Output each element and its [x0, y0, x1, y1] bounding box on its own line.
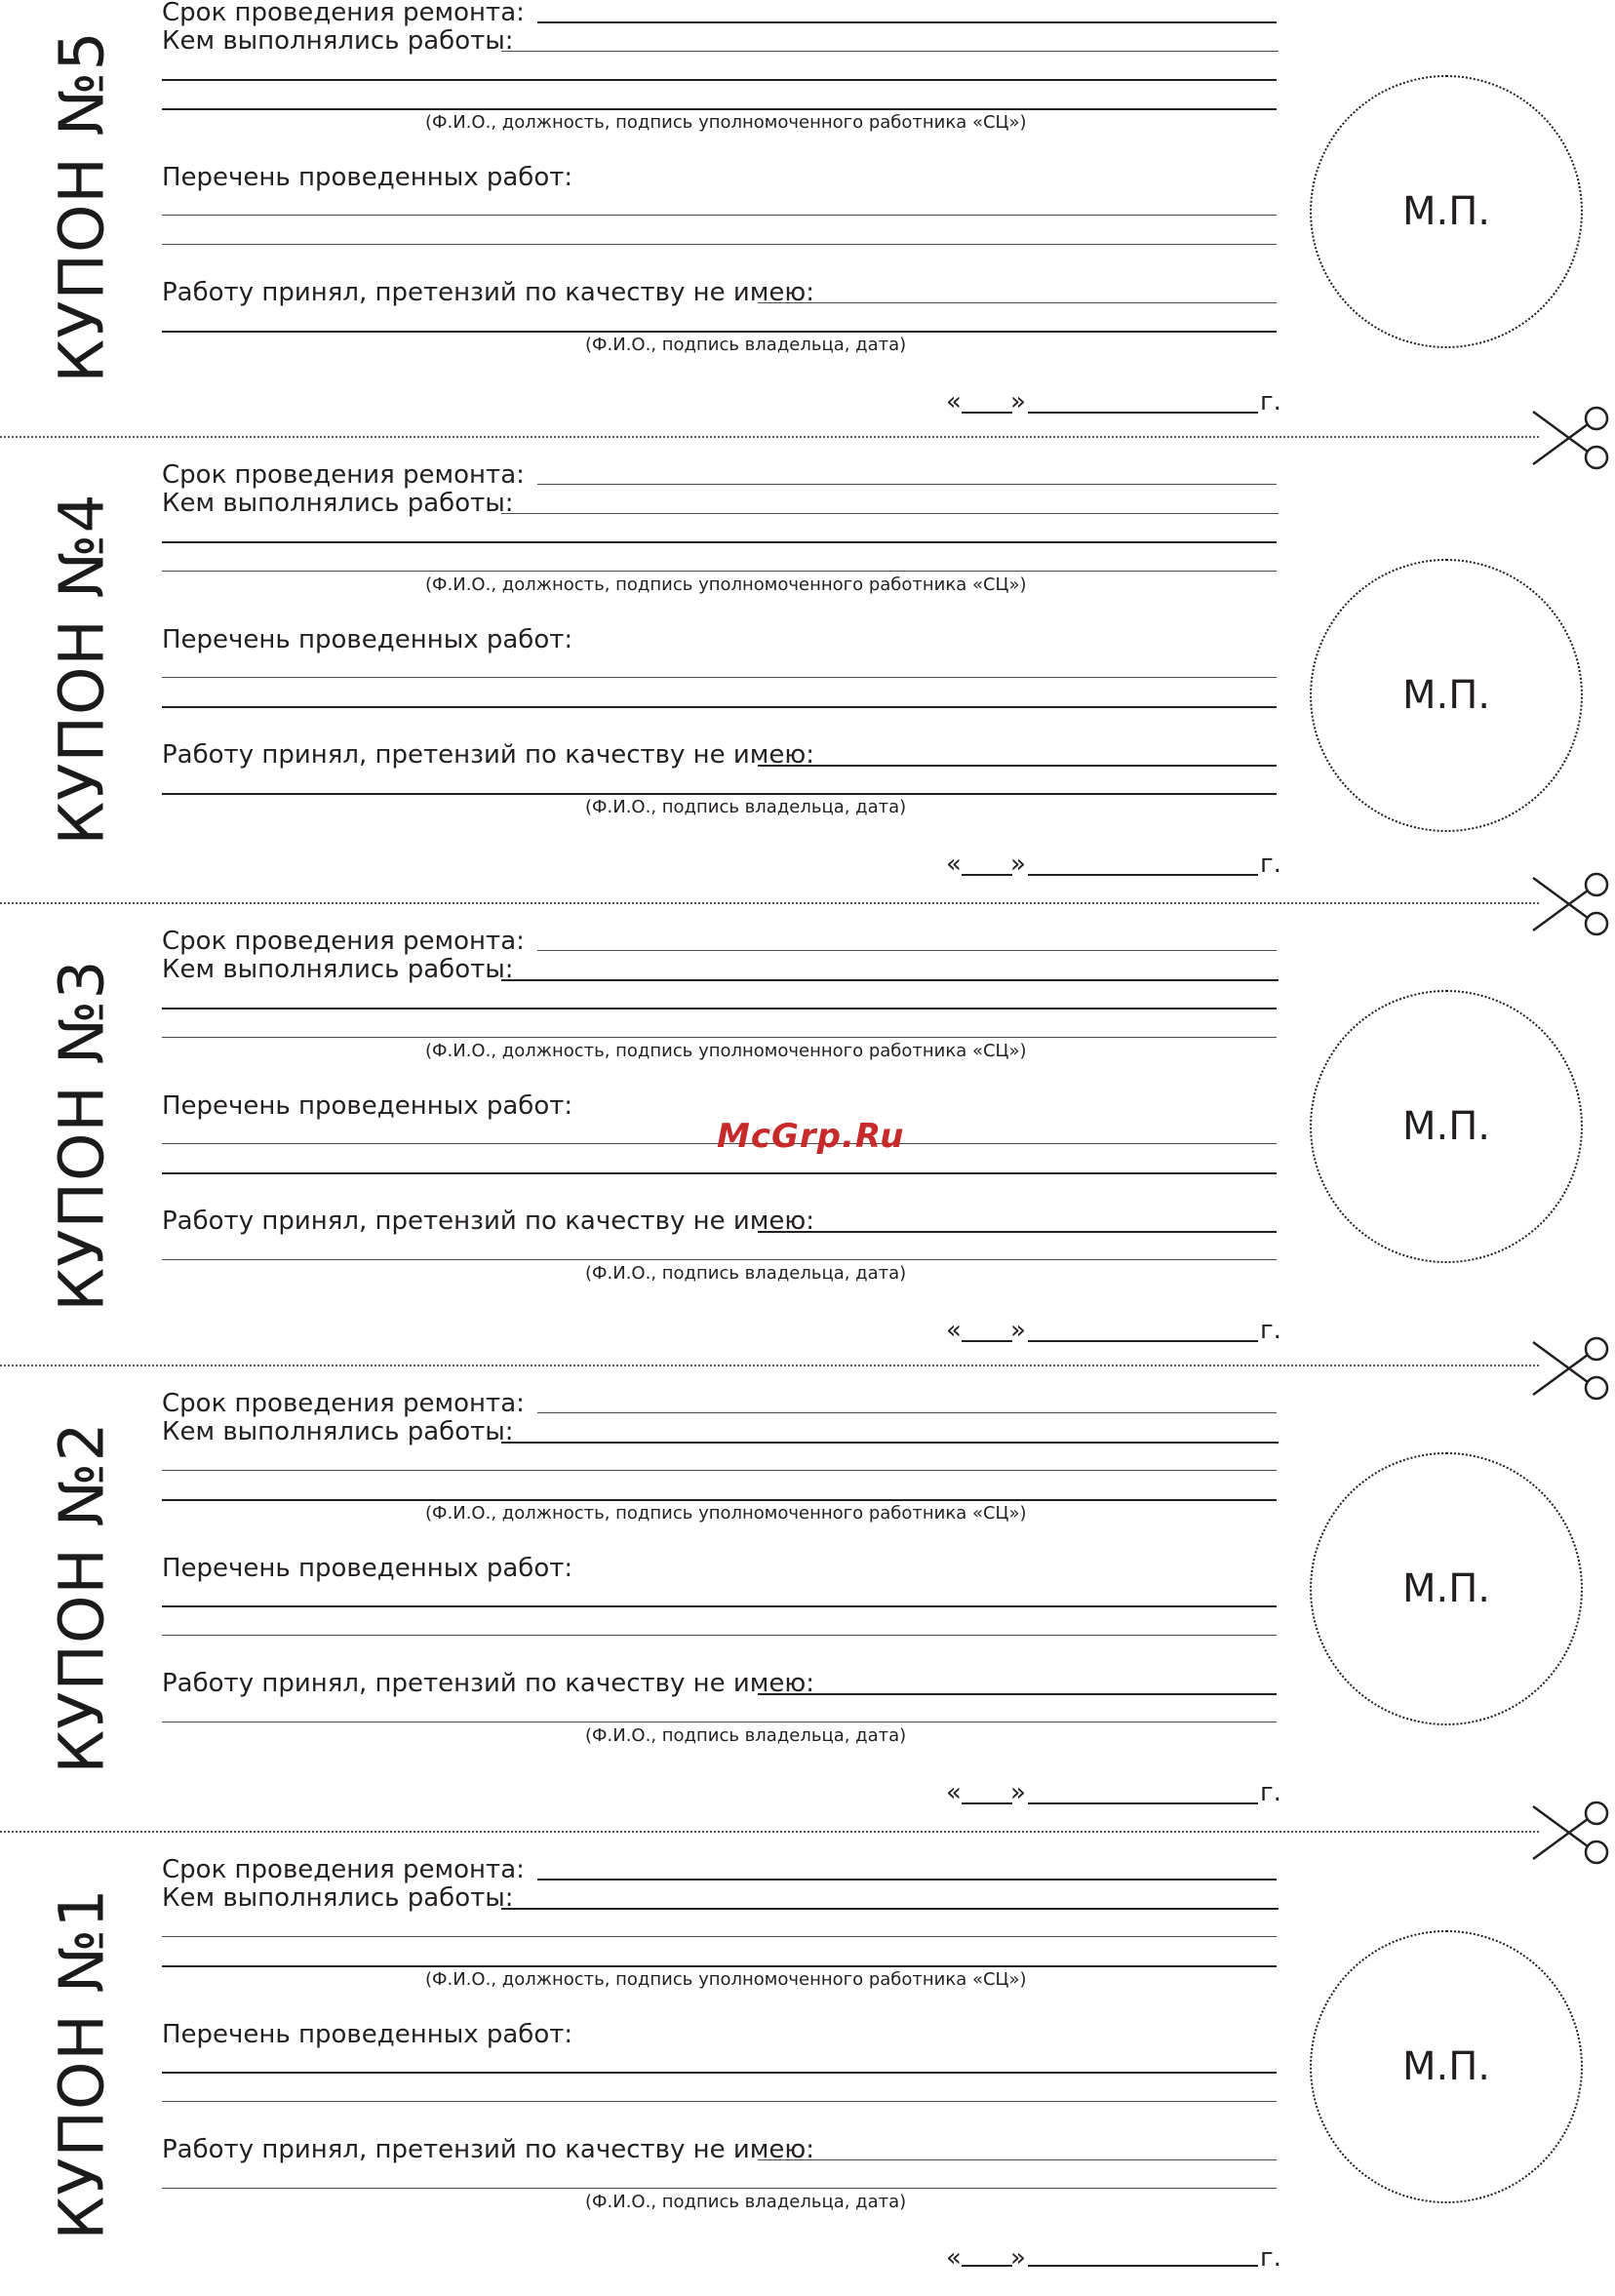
performed-by-line [501, 1908, 1279, 1910]
owner-caption: (Ф.И.О., подпись владельца, дата) [585, 1263, 907, 1284]
performed-by-label: Кем выполнялись работы: [162, 955, 514, 984]
repair-period-label: Срок проведения ремонта: [162, 1855, 525, 1884]
stamp-circle [1310, 1930, 1583, 2203]
accepted-label: Работу принял, претензий по качеству не имею: [162, 278, 815, 307]
stamp-circle [1310, 75, 1583, 348]
owner-caption: (Ф.И.О., подпись владельца, дата) [585, 797, 907, 817]
performer-line-2 [162, 79, 1277, 81]
accepted-label: Работу принял, претензий по качеству не имею: [162, 1207, 815, 1236]
date-day-line [962, 1340, 1012, 1342]
date-month-line [1028, 874, 1258, 876]
coupon [0, 435, 1615, 901]
repair-period-label: Срок проведения ремонта: [162, 0, 525, 27]
performed-by-label: Кем выполнялись работы: [162, 26, 514, 56]
accepted-line [758, 302, 1277, 303]
repair-period-line [537, 1879, 1277, 1880]
accepted-label: Работу принял, претензий по качеству не имею: [162, 1669, 815, 1698]
performer-line-3 [162, 1499, 1277, 1501]
scissors-icon [1529, 403, 1613, 473]
accepted-label: Работу принял, претензий по качеству не имею: [162, 740, 815, 770]
year-suffix: г. [1260, 1778, 1281, 1807]
date-close-quote: » [1010, 1316, 1026, 1345]
works-line-1 [162, 215, 1277, 216]
works-list-label: Перечень проведенных работ: [162, 1554, 573, 1583]
owner-caption: (Ф.И.О., подпись владельца, дата) [585, 335, 907, 355]
date-open-quote: « [946, 1778, 962, 1807]
works-list-label: Перечень проведенных работ: [162, 1091, 573, 1121]
owner-line [162, 331, 1277, 333]
date-day-line [962, 2265, 1012, 2267]
performer-line-2 [162, 1470, 1277, 1471]
scissors-icon [1529, 1798, 1613, 1868]
works-line-2 [162, 1635, 1277, 1636]
year-suffix: г. [1260, 387, 1281, 416]
scissors-icon [1529, 869, 1613, 939]
works-line-2 [162, 2101, 1277, 2102]
date-close-quote: » [1010, 2243, 1026, 2273]
works-line-2 [162, 244, 1277, 245]
performer-line-2 [162, 1936, 1277, 1937]
stamp-label: М.П. [1401, 673, 1491, 718]
repair-period-line [537, 1412, 1277, 1413]
performed-by-line [501, 513, 1279, 514]
repair-period-line [537, 950, 1277, 951]
owner-caption: (Ф.И.О., подпись владельца, дата) [585, 2192, 907, 2212]
owner-caption: (Ф.И.О., подпись владельца, дата) [585, 1725, 907, 1746]
date-close-quote: » [1010, 1778, 1026, 1807]
accepted-line [758, 2159, 1277, 2160]
performer-caption: (Ф.И.О., должность, подпись уполномоченного работника «СЦ») [425, 1041, 1027, 1061]
cut-line [0, 436, 1539, 438]
stamp-label: М.П. [1401, 189, 1491, 234]
coupon-title: КУПОН №5 [46, 30, 118, 383]
date-open-quote: « [946, 387, 962, 416]
date-month-line [1028, 412, 1258, 414]
performer-line-3 [162, 108, 1277, 110]
works-line-2 [162, 1172, 1277, 1174]
date-close-quote: » [1010, 387, 1026, 416]
works-line-1 [162, 2072, 1277, 2074]
date-close-quote: » [1010, 850, 1026, 879]
performed-by-label: Кем выполнялись работы: [162, 489, 514, 518]
coupon [0, 1830, 1615, 2296]
cut-line [0, 1831, 1539, 1833]
performed-by-line [501, 1442, 1279, 1444]
date-open-quote: « [946, 1316, 962, 1345]
owner-line [162, 793, 1277, 795]
works-line-1 [162, 1605, 1277, 1607]
coupon-title: КУПОН №3 [46, 959, 118, 1312]
performer-caption: (Ф.И.О., должность, подпись уполномоченного работника «СЦ») [425, 1503, 1027, 1524]
stamp-label: М.П. [1401, 1104, 1491, 1149]
date-day-line [962, 874, 1012, 876]
works-list-label: Перечень проведенных работ: [162, 625, 573, 654]
scissors-icon [1529, 1333, 1613, 1404]
performed-by-label: Кем выполнялись работы: [162, 1883, 514, 1913]
owner-line [162, 2188, 1277, 2189]
repair-period-label: Срок проведения ремонта: [162, 460, 525, 490]
repair-period-label: Срок проведения ремонта: [162, 1389, 525, 1418]
performed-by-label: Кем выполнялись работы: [162, 1417, 514, 1446]
performer-line-3 [162, 1965, 1277, 1967]
coupon-title: КУПОН №4 [46, 493, 118, 846]
coupon-title: КУПОН №1 [46, 1887, 118, 2240]
coupon [0, 0, 1615, 439]
date-month-line [1028, 1802, 1258, 1804]
performer-line-3 [162, 571, 1277, 572]
performed-by-line [501, 979, 1279, 981]
year-suffix: г. [1260, 850, 1281, 879]
accepted-line [758, 1231, 1277, 1233]
date-open-quote: « [946, 850, 962, 879]
date-open-quote: « [946, 2243, 962, 2273]
repair-period-line [537, 484, 1277, 485]
year-suffix: г. [1260, 2243, 1281, 2273]
works-line-2 [162, 706, 1277, 708]
accepted-label: Работу принял, претензий по качеству не имею: [162, 2135, 815, 2164]
year-suffix: г. [1260, 1316, 1281, 1345]
accepted-line [758, 1693, 1277, 1695]
date-day-line [962, 412, 1012, 414]
performer-line-3 [162, 1037, 1277, 1038]
coupon [0, 1364, 1615, 1830]
date-month-line [1028, 2265, 1258, 2267]
performer-line-2 [162, 541, 1277, 543]
owner-line [162, 1259, 1277, 1260]
stamp-label: М.П. [1401, 2044, 1491, 2089]
stamp-circle [1310, 990, 1583, 1263]
coupon-title: КУПОН №2 [46, 1421, 118, 1774]
performer-line-2 [162, 1008, 1277, 1009]
works-list-label: Перечень проведенных работ: [162, 163, 573, 192]
works-list-label: Перечень проведенных работ: [162, 2020, 573, 2049]
stamp-label: М.П. [1401, 1566, 1491, 1611]
accepted-line [758, 765, 1277, 767]
watermark: McGrp.Ru [717, 1117, 905, 1156]
cut-line [0, 1365, 1539, 1366]
performed-by-line [501, 51, 1279, 52]
date-month-line [1028, 1340, 1258, 1342]
repair-period-label: Срок проведения ремонта: [162, 927, 525, 956]
date-day-line [962, 1802, 1012, 1804]
performer-caption: (Ф.И.О., должность, подпись уполномоченного работника «СЦ») [425, 574, 1027, 595]
performer-caption: (Ф.И.О., должность, подпись уполномоченного работника «СЦ») [425, 112, 1027, 133]
repair-period-line [537, 21, 1277, 23]
stamp-circle [1310, 1452, 1583, 1725]
works-line-1 [162, 677, 1277, 678]
stamp-circle [1310, 559, 1583, 832]
cut-line [0, 902, 1539, 904]
performer-caption: (Ф.И.О., должность, подпись уполномоченного работника «СЦ») [425, 1969, 1027, 1990]
